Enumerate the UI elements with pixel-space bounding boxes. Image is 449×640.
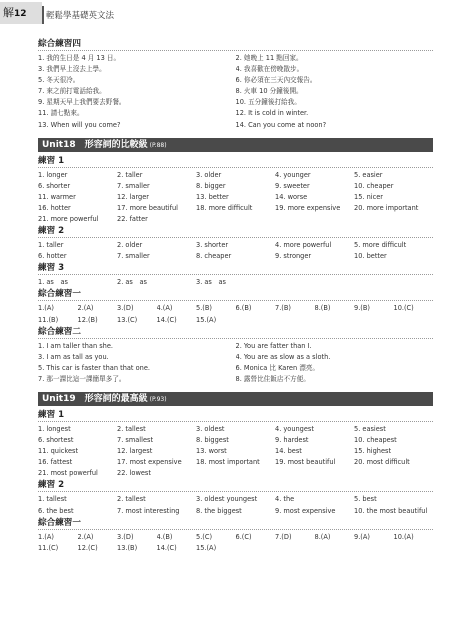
answer-cell: 2. as as xyxy=(117,278,147,287)
answer-grid xyxy=(38,53,433,131)
answer-cell: 13.(C) xyxy=(117,315,138,324)
answer-cell: 7. most interesting xyxy=(117,506,180,515)
answer-cell: 10. cheapest xyxy=(354,436,397,445)
answer-cell: 8. bigger xyxy=(196,181,226,190)
answer-cell: 8.(A) xyxy=(314,532,331,541)
answer-cell: 10.(C) xyxy=(393,304,414,313)
answer-cell xyxy=(275,543,315,554)
answer-row xyxy=(38,108,433,119)
answer-row xyxy=(38,120,433,131)
answer-cell: 9. 星期天早上我們要去野餐。 xyxy=(38,98,126,107)
answer-cell: 7.(D) xyxy=(275,532,292,541)
answer-cell: 6. 你必須在三天內交報告。 xyxy=(235,76,317,85)
page-number-tab xyxy=(0,2,42,24)
answer-cell: 6. the best xyxy=(38,506,74,515)
answer-cell: 4. You are as slow as a sloth. xyxy=(235,352,331,361)
answer-row xyxy=(38,86,433,97)
answer-cell: 14. best xyxy=(275,447,302,456)
answer-cell: 1. tallest xyxy=(38,495,67,504)
section-title: 綜合練習一 xyxy=(38,517,433,530)
answer-cell: 2. tallest xyxy=(117,424,146,433)
unit-title: Unit19 形容詞的最高級 xyxy=(42,393,148,404)
answer-row xyxy=(38,192,433,203)
answer-cell: 4.(A) xyxy=(156,304,173,313)
answer-cell: 2.(A) xyxy=(77,532,94,541)
answer-cell: 13. worst xyxy=(196,447,227,456)
answer-cell: 10. better xyxy=(354,252,387,261)
answer-cell: 12.(C) xyxy=(77,543,98,552)
page-header xyxy=(0,0,449,28)
answer-row xyxy=(38,75,433,86)
answer-cell xyxy=(236,543,276,554)
answer-cell: 7. smaller xyxy=(117,252,150,261)
answer-grid xyxy=(38,532,433,554)
answer-cell: 14. worse xyxy=(275,192,308,201)
answer-cell xyxy=(354,277,433,288)
answer-cell: 6. shorter xyxy=(38,181,71,190)
answer-cell: 19. more expensive xyxy=(275,203,341,212)
answer-cell: 4. more powerful xyxy=(275,241,332,250)
answer-cell: 17. most expensive xyxy=(117,458,182,467)
answer-cell: 11. 請七點來。 xyxy=(38,109,84,118)
unit-header xyxy=(38,392,433,406)
section-title: 練習 1 xyxy=(38,155,433,168)
answer-row xyxy=(38,64,433,75)
answer-cell: 13. When will you come? xyxy=(38,120,121,129)
answer-cell xyxy=(275,214,354,225)
answer-row xyxy=(38,446,433,457)
answer-cell: 5.(B) xyxy=(196,304,212,313)
answer-grid xyxy=(38,424,433,479)
answer-cell xyxy=(315,315,355,326)
answer-cell xyxy=(354,214,433,225)
answer-cell: 10.(A) xyxy=(393,532,414,541)
answer-cell: 21. more powerful xyxy=(38,215,99,224)
answer-cell: 1. taller xyxy=(38,241,64,250)
answer-cell: 5.(C) xyxy=(196,532,213,541)
answer-grid xyxy=(38,303,433,325)
answer-row xyxy=(38,97,433,108)
answer-row xyxy=(38,303,433,314)
answer-cell: 3.(D) xyxy=(117,304,134,313)
answer-cell: 11. warmer xyxy=(38,192,76,201)
book-title: 輕鬆學基礎英文法 xyxy=(46,11,115,21)
answer-cell: 7. 來之前打電話給我。 xyxy=(38,87,106,96)
answer-cell: 22. fatter xyxy=(117,215,148,224)
answer-cell: 16. hotter xyxy=(38,203,71,212)
answer-cell: 10. the most beautiful xyxy=(354,506,428,515)
answer-row xyxy=(38,374,433,385)
answer-cell: 11.(C) xyxy=(38,543,59,552)
answer-cell: 7. smallest xyxy=(117,436,154,445)
answer-cell: 13. better xyxy=(196,192,229,201)
answer-cell xyxy=(196,468,275,479)
answer-cell: 1.(A) xyxy=(38,304,54,313)
answer-cell xyxy=(354,543,394,554)
answer-cell: 4. the xyxy=(275,495,295,504)
answer-cell: 1.(A) xyxy=(38,532,54,541)
section-title: 練習 3 xyxy=(38,262,433,275)
answer-cell xyxy=(394,543,434,554)
answer-cell xyxy=(275,468,354,479)
answer-cell: 4. 我喜歡在傍晚散步。 xyxy=(235,65,304,74)
answer-cell xyxy=(236,315,276,326)
answer-cell: 8.(B) xyxy=(314,304,331,313)
page-prefix: 解 xyxy=(3,6,14,19)
answer-cell: 4. youngest xyxy=(275,424,314,433)
answer-cell: 13.(B) xyxy=(117,543,138,552)
answer-row xyxy=(38,506,433,517)
answer-cell: 9.(B) xyxy=(354,304,370,313)
answer-cell: 15.(A) xyxy=(196,315,217,324)
answer-grid xyxy=(38,494,433,516)
answer-cell: 5. easier xyxy=(354,170,383,179)
answer-row xyxy=(38,363,433,374)
answer-cell: 10. 五分鐘後打給我。 xyxy=(235,98,301,107)
answer-cell: 2.(A) xyxy=(77,304,94,313)
answer-cell: 15. highest xyxy=(354,447,392,456)
answer-cell: 5. easiest xyxy=(354,424,386,433)
answer-cell: 14. Can you come at noon? xyxy=(235,120,327,129)
answer-row xyxy=(38,203,433,214)
section-title: 練習 1 xyxy=(38,409,433,422)
answer-row xyxy=(38,214,433,225)
answer-cell: 6. shortest xyxy=(38,436,74,445)
answer-cell: 7. 那一課比這一課簡單多了。 xyxy=(38,374,126,383)
section-title: 練習 2 xyxy=(38,225,433,238)
answer-cell: 15.(A) xyxy=(196,543,217,552)
answer-cell: 9. stronger xyxy=(275,252,312,261)
answer-cell: 21. most powerful xyxy=(38,469,98,478)
answer-cell: 11. quickest xyxy=(38,447,79,456)
answer-row xyxy=(38,251,433,262)
answer-cell: 2. 她晚上 11 點回家。 xyxy=(235,54,303,62)
answer-cell: 15. nicer xyxy=(354,192,383,201)
answer-cell: 4. younger xyxy=(275,170,311,179)
answer-row xyxy=(38,435,433,446)
answer-cell: 19. most beautiful xyxy=(275,458,336,467)
answer-row xyxy=(38,352,433,363)
answer-cell: 2. tallest xyxy=(117,495,146,504)
answer-row xyxy=(38,170,433,181)
answer-cell: 12.(B) xyxy=(77,315,98,324)
answer-cell: 20. more important xyxy=(354,203,419,212)
answer-cell: 17. more beautiful xyxy=(117,203,178,212)
answer-row xyxy=(38,315,433,326)
answer-cell: 1. longest xyxy=(38,424,71,433)
answer-cell: 3. oldest xyxy=(196,424,225,433)
answer-grid xyxy=(38,240,433,262)
answer-cell: 16. fattest xyxy=(38,458,73,467)
page-number: 12 xyxy=(14,9,27,19)
answer-cell: 12. largest xyxy=(117,447,153,456)
answer-row xyxy=(38,277,433,288)
answer-cell: 7.(B) xyxy=(275,304,291,313)
answer-cell xyxy=(275,315,315,326)
answer-cell: 3. oldest youngest xyxy=(196,495,258,504)
answer-cell: 2. older xyxy=(117,241,143,250)
answer-cell: 12. larger xyxy=(117,192,150,201)
section-title: 綜合練習四 xyxy=(38,38,433,51)
answer-row xyxy=(38,494,433,505)
answer-cell: 2. taller xyxy=(117,170,143,179)
answer-row xyxy=(38,240,433,251)
answer-cell: 1. 我的生日是 4 月 13 日。 xyxy=(38,54,121,62)
answer-row xyxy=(38,424,433,435)
answer-cell: 8. 火車 10 分鐘後開。 xyxy=(235,87,303,96)
answer-cell xyxy=(315,543,355,554)
answer-row xyxy=(38,181,433,192)
answer-cell: 8. the biggest xyxy=(196,506,242,515)
answer-cell: 1. as as xyxy=(38,278,68,287)
answer-row xyxy=(38,341,433,352)
answer-cell xyxy=(354,315,394,326)
section-title: 綜合練習一 xyxy=(38,288,433,301)
answer-row xyxy=(38,53,433,64)
unit-header xyxy=(38,138,433,152)
answer-row xyxy=(38,468,433,479)
answer-grid xyxy=(38,170,433,225)
answer-cell: 4.(B) xyxy=(156,532,173,541)
answer-cell: 5. best xyxy=(354,495,377,504)
answer-cell xyxy=(196,214,275,225)
answer-cell: 3.(D) xyxy=(117,532,134,541)
unit-page-ref: (P.88) xyxy=(149,141,167,149)
answer-row xyxy=(38,543,433,554)
unit-title: Unit18 形容詞的比較級 xyxy=(42,139,148,150)
answer-cell: 14.(C) xyxy=(156,315,177,324)
answer-cell: 14.(C) xyxy=(156,543,177,552)
answer-cell: 2. You are fatter than I. xyxy=(235,341,312,350)
answer-cell: 9.(A) xyxy=(354,532,370,541)
answer-grid xyxy=(38,341,433,385)
answer-cell: 9. most expensive xyxy=(275,506,336,515)
answer-cell: 9. sweeter xyxy=(275,181,310,190)
answer-cell: 6. hotter xyxy=(38,252,67,261)
answer-cell: 5. 冬天很冷。 xyxy=(38,76,80,85)
header-divider xyxy=(42,6,44,24)
answer-content xyxy=(38,38,433,554)
answer-cell: 3. 我們早上沒去上學。 xyxy=(38,65,106,74)
answer-cell xyxy=(394,315,434,326)
answer-cell: 6.(B) xyxy=(235,304,252,313)
answer-cell: 5. more difficult xyxy=(354,241,407,250)
answer-cell: 11.(B) xyxy=(38,315,59,324)
answer-cell: 7. smaller xyxy=(117,181,150,190)
answer-cell: 20. most difficult xyxy=(354,458,410,467)
answer-cell: 9. hardest xyxy=(275,436,309,445)
answer-cell: 3. I am as tall as you. xyxy=(38,352,109,361)
answer-row xyxy=(38,457,433,468)
answer-cell: 18. most important xyxy=(196,458,260,467)
answer-cell: 3. older xyxy=(196,170,222,179)
unit-page-ref: (P.93) xyxy=(149,395,167,403)
answer-cell: 8. 露營比住飯店不方便。 xyxy=(235,374,310,383)
answer-row xyxy=(38,532,433,543)
answer-cell: 22. lowest xyxy=(117,469,151,478)
answer-cell: 1. longer xyxy=(38,170,68,179)
answer-cell: 3. as as xyxy=(196,278,226,287)
section-title: 綜合練習二 xyxy=(38,326,433,339)
answer-cell xyxy=(275,277,354,288)
answer-cell: 6.(C) xyxy=(235,532,252,541)
answer-cell: 8. cheaper xyxy=(196,252,232,261)
answer-cell: 10. cheaper xyxy=(354,181,394,190)
answer-cell: 18. more difficult xyxy=(196,203,253,212)
answer-cell: 5. This car is faster than that one. xyxy=(38,363,150,372)
answer-cell: 3. shorter xyxy=(196,241,229,250)
answer-cell xyxy=(354,468,433,479)
answer-cell: 12. It is cold in winter. xyxy=(235,109,309,118)
answer-cell: 8. biggest xyxy=(196,436,229,445)
section-title: 練習 2 xyxy=(38,479,433,492)
answer-cell: 6. Monica 比 Karen 漂亮。 xyxy=(235,363,320,372)
answer-cell: 1. I am taller than she. xyxy=(38,341,113,350)
answer-grid xyxy=(38,277,433,288)
